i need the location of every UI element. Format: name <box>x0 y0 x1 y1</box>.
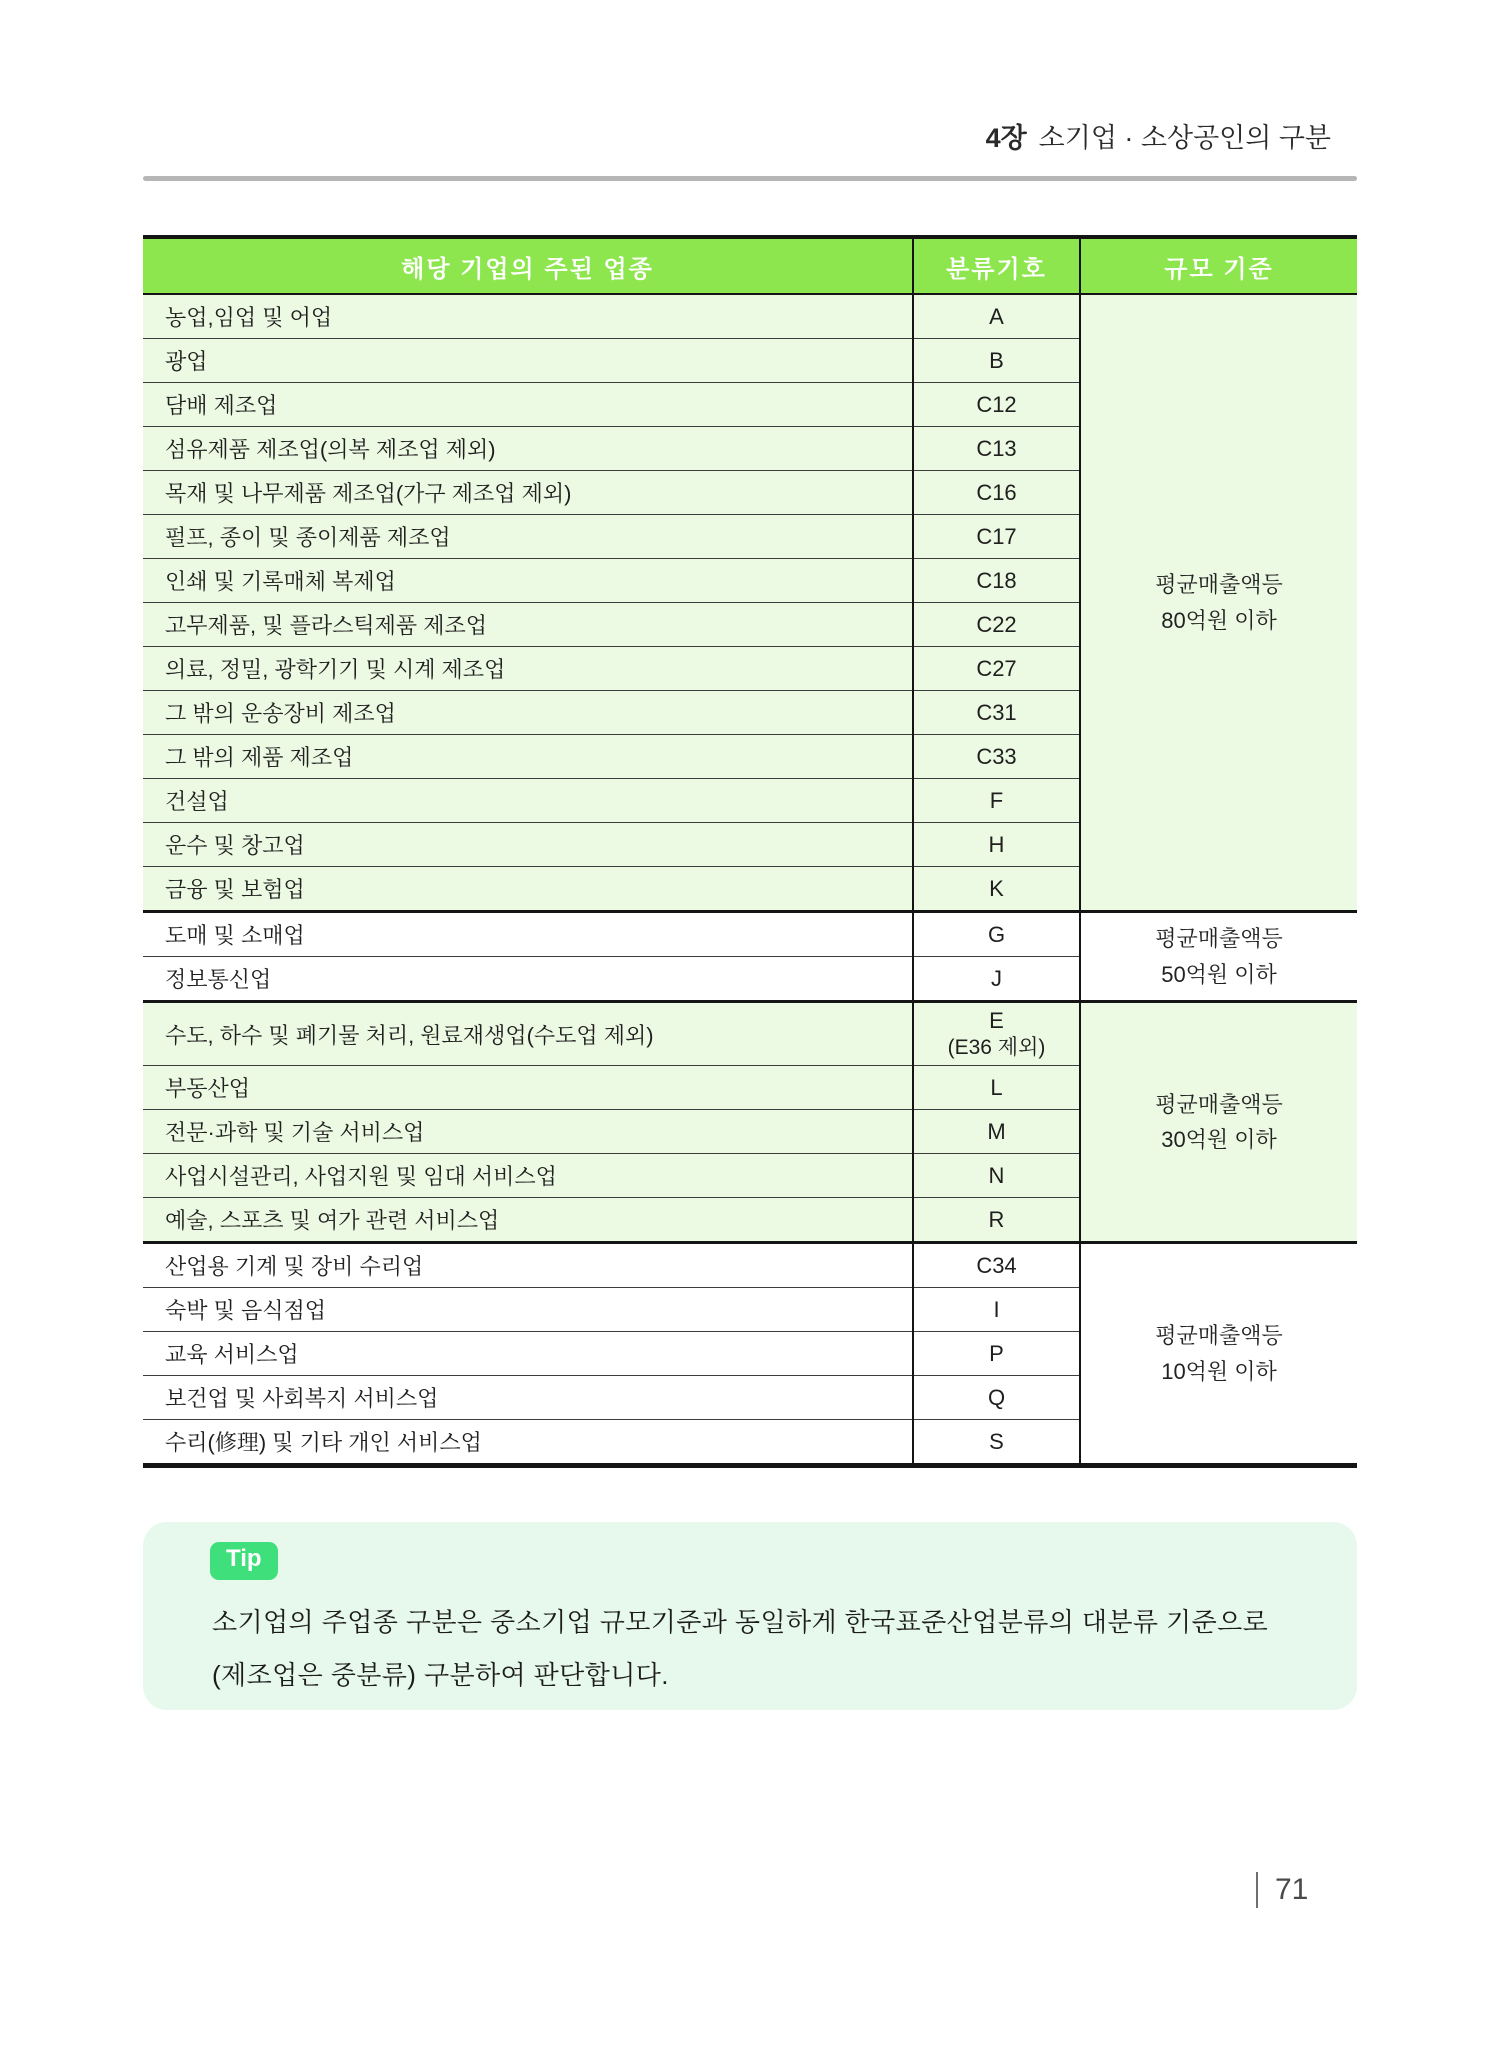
classification-code-cell: Q <box>913 1376 1080 1420</box>
running-head <box>986 116 1331 155</box>
size-criteria-cell <box>1080 294 1357 912</box>
classification-code-cell: E (E36 제외) <box>913 1002 1080 1066</box>
industry-cell: 교육 서비스업 <box>143 1332 913 1376</box>
industry-cell: 목재 및 나무제품 제조업(가구 제조업 제외) <box>143 471 913 515</box>
table-row <box>143 1002 1357 1066</box>
size-criteria-cell <box>1080 1002 1357 1243</box>
table-row <box>143 1243 1357 1288</box>
classification-code-cell: K <box>913 867 1080 912</box>
industry-cell: 의료, 정밀, 광학기기 및 시계 제조업 <box>143 647 913 691</box>
classification-code-cell: H <box>913 823 1080 867</box>
industry-cell: 산업용 기계 및 장비 수리업 <box>143 1243 913 1288</box>
classification-code-cell: G <box>913 912 1080 957</box>
size-criteria-line2: 10억원 이하 <box>1161 1358 1277 1384</box>
industry-cell: 전문·과학 및 기술 서비스업 <box>143 1110 913 1154</box>
tip-box <box>143 1522 1357 1710</box>
industry-cell: 부동산업 <box>143 1066 913 1110</box>
size-criteria-cell <box>1080 912 1357 1002</box>
classification-code-cell: J <box>913 957 1080 1002</box>
industry-cell: 정보통신업 <box>143 957 913 1002</box>
industry-cell: 광업 <box>143 339 913 383</box>
classification-code-cell: F <box>913 779 1080 823</box>
table-header-row <box>143 237 1357 294</box>
industry-cell: 수리(修理) 및 기타 개인 서비스업 <box>143 1420 913 1466</box>
size-criteria-line1: 평균매출액등 <box>1155 1323 1283 1349</box>
industry-classification-table <box>143 235 1357 1468</box>
table-row <box>143 294 1357 339</box>
industry-cell: 숙박 및 음식점업 <box>143 1288 913 1332</box>
industry-cell: 사업시설관리, 사업지원 및 임대 서비스업 <box>143 1154 913 1198</box>
column-header-size-criteria: 규모 기준 <box>1080 237 1357 294</box>
classification-code-cell: C33 <box>913 735 1080 779</box>
classification-code-note: (E36 제외) <box>947 1035 1046 1059</box>
classification-code-cell: R <box>913 1198 1080 1243</box>
industry-cell: 운수 및 창고업 <box>143 823 913 867</box>
size-criteria-cell <box>1080 1243 1357 1466</box>
industry-cell: 담배 제조업 <box>143 383 913 427</box>
classification-code-cell: C34 <box>913 1243 1080 1288</box>
tip-text: 소기업의 주업종 구분은 중소기업 규모기준과 동일하게 한국표준산업분류의 대분류 기준으로 (제조업은 중분류) 구분하여 판단합니다. <box>212 1607 1269 1691</box>
classification-code-cell: B <box>913 339 1080 383</box>
table-row <box>143 912 1357 957</box>
classification-code-cell: C18 <box>913 559 1080 603</box>
classification-code-cell: N <box>913 1154 1080 1198</box>
chapter-title: 소기업 · 소상공인의 구분 <box>1038 123 1331 153</box>
industry-cell: 인쇄 및 기록매체 복제업 <box>143 559 913 603</box>
page-number <box>1256 1872 1308 1908</box>
header-divider-rule <box>143 176 1357 181</box>
industry-cell: 보건업 및 사회복지 서비스업 <box>143 1376 913 1420</box>
column-header-industry: 해당 기업의 주된 업종 <box>143 237 913 294</box>
industry-cell: 도매 및 소매업 <box>143 912 913 957</box>
size-criteria-line1: 평균매출액등 <box>1155 1091 1283 1117</box>
classification-code-cell: P <box>913 1332 1080 1376</box>
industry-cell: 섬유제품 제조업(의복 제조업 제외) <box>143 427 913 471</box>
classification-code-cell: C16 <box>913 471 1080 515</box>
industry-cell: 수도, 하수 및 폐기물 처리, 원료재생업(수도업 제외) <box>143 1002 913 1066</box>
industry-cell: 그 밖의 제품 제조업 <box>143 735 913 779</box>
classification-code-cell: C22 <box>913 603 1080 647</box>
classification-code-cell: S <box>913 1420 1080 1466</box>
classification-code-cell: I <box>913 1288 1080 1332</box>
size-criteria-line1: 평균매출액등 <box>1155 572 1283 598</box>
size-criteria-line2: 50억원 이하 <box>1161 961 1277 987</box>
industry-cell: 펄프, 종이 및 종이제품 제조업 <box>143 515 913 559</box>
industry-cell: 건설업 <box>143 779 913 823</box>
size-criteria-line1: 평균매출액등 <box>1155 926 1283 952</box>
classification-code-cell: C13 <box>913 427 1080 471</box>
tip-badge: Tip <box>210 1542 278 1580</box>
classification-code-cell: A <box>913 294 1080 339</box>
industry-cell: 예술, 스포츠 및 여가 관련 서비스업 <box>143 1198 913 1243</box>
industry-table-body <box>143 294 1357 1466</box>
classification-code-cell: M <box>913 1110 1080 1154</box>
classification-code-cell: C17 <box>913 515 1080 559</box>
classification-code-cell: C31 <box>913 691 1080 735</box>
page-number-value: 71 <box>1256 1872 1308 1908</box>
size-criteria-line2: 80억원 이하 <box>1161 607 1277 633</box>
classification-code-cell: L <box>913 1066 1080 1110</box>
classification-code-cell: C27 <box>913 647 1080 691</box>
column-header-code: 분류기호 <box>913 237 1080 294</box>
industry-cell: 금융 및 보험업 <box>143 867 913 912</box>
industry-cell: 그 밖의 운송장비 제조업 <box>143 691 913 735</box>
industry-cell: 농업,임업 및 어업 <box>143 294 913 339</box>
industry-cell: 고무제품, 및 플라스틱제품 제조업 <box>143 603 913 647</box>
chapter-number: 4장 <box>985 123 1027 153</box>
size-criteria-line2: 30억원 이하 <box>1161 1127 1277 1152</box>
classification-code-cell: C12 <box>913 383 1080 427</box>
